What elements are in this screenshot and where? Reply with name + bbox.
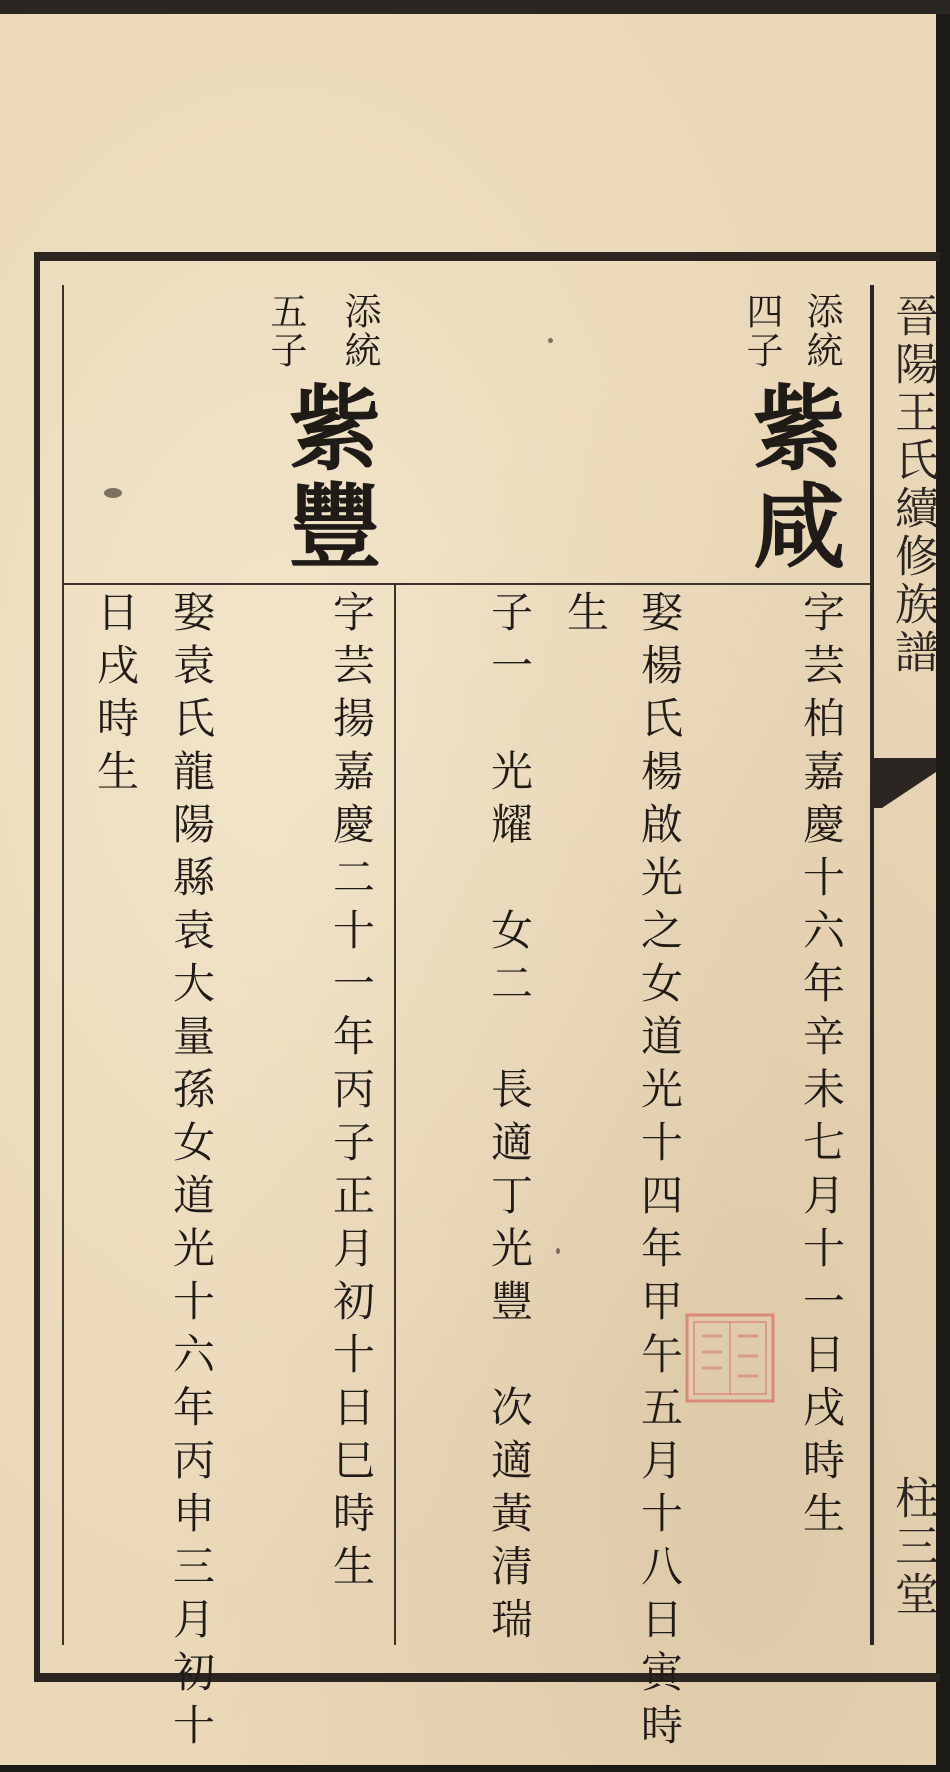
entry1-line1: 字芸柏嘉慶十六年辛未七月十一日戌時生 xyxy=(797,590,846,1544)
header-divider xyxy=(62,583,874,585)
ink-speck xyxy=(104,488,122,498)
entry1-tag-line: 添統 xyxy=(800,292,843,370)
entry1-line2: 娶楊氏楊啟光之女道光十四年甲午五月十八日寅時 xyxy=(635,590,684,1756)
entry1-line3: 生 xyxy=(561,590,610,643)
ink-speck xyxy=(556,1248,560,1254)
fish-tail-mark xyxy=(874,758,936,808)
spine-folio: 柱三堂 xyxy=(887,1475,938,1619)
entry1-name: 紫咸 xyxy=(738,380,846,576)
entry2-tag-line: 添統 xyxy=(338,292,381,370)
spine-title: 晉陽王氏續修族譜 xyxy=(887,293,938,677)
entry2-line3: 日戌時生 xyxy=(91,590,140,802)
top-edge xyxy=(0,0,950,14)
entry2-line1: 字芸揚嘉慶二十一年丙子正月初十日巳時生 xyxy=(327,590,376,1597)
entry1-line4: 子一 光耀 女二 長適丁光豐 次適黃清瑞 xyxy=(485,590,534,1650)
collector-seal-stamp xyxy=(684,1312,776,1404)
spine-column xyxy=(874,285,936,1645)
ink-speck xyxy=(548,338,553,343)
entry2-name: 紫豐 xyxy=(274,380,382,576)
entry1-tag-son: 四子 xyxy=(740,292,783,370)
entry2-line2: 娶袁氏龍陽縣袁大量孫女道光十六年丙申三月初十 xyxy=(167,590,216,1756)
entry2-tag-son: 五子 xyxy=(264,292,307,370)
entry-divider xyxy=(394,585,396,1645)
